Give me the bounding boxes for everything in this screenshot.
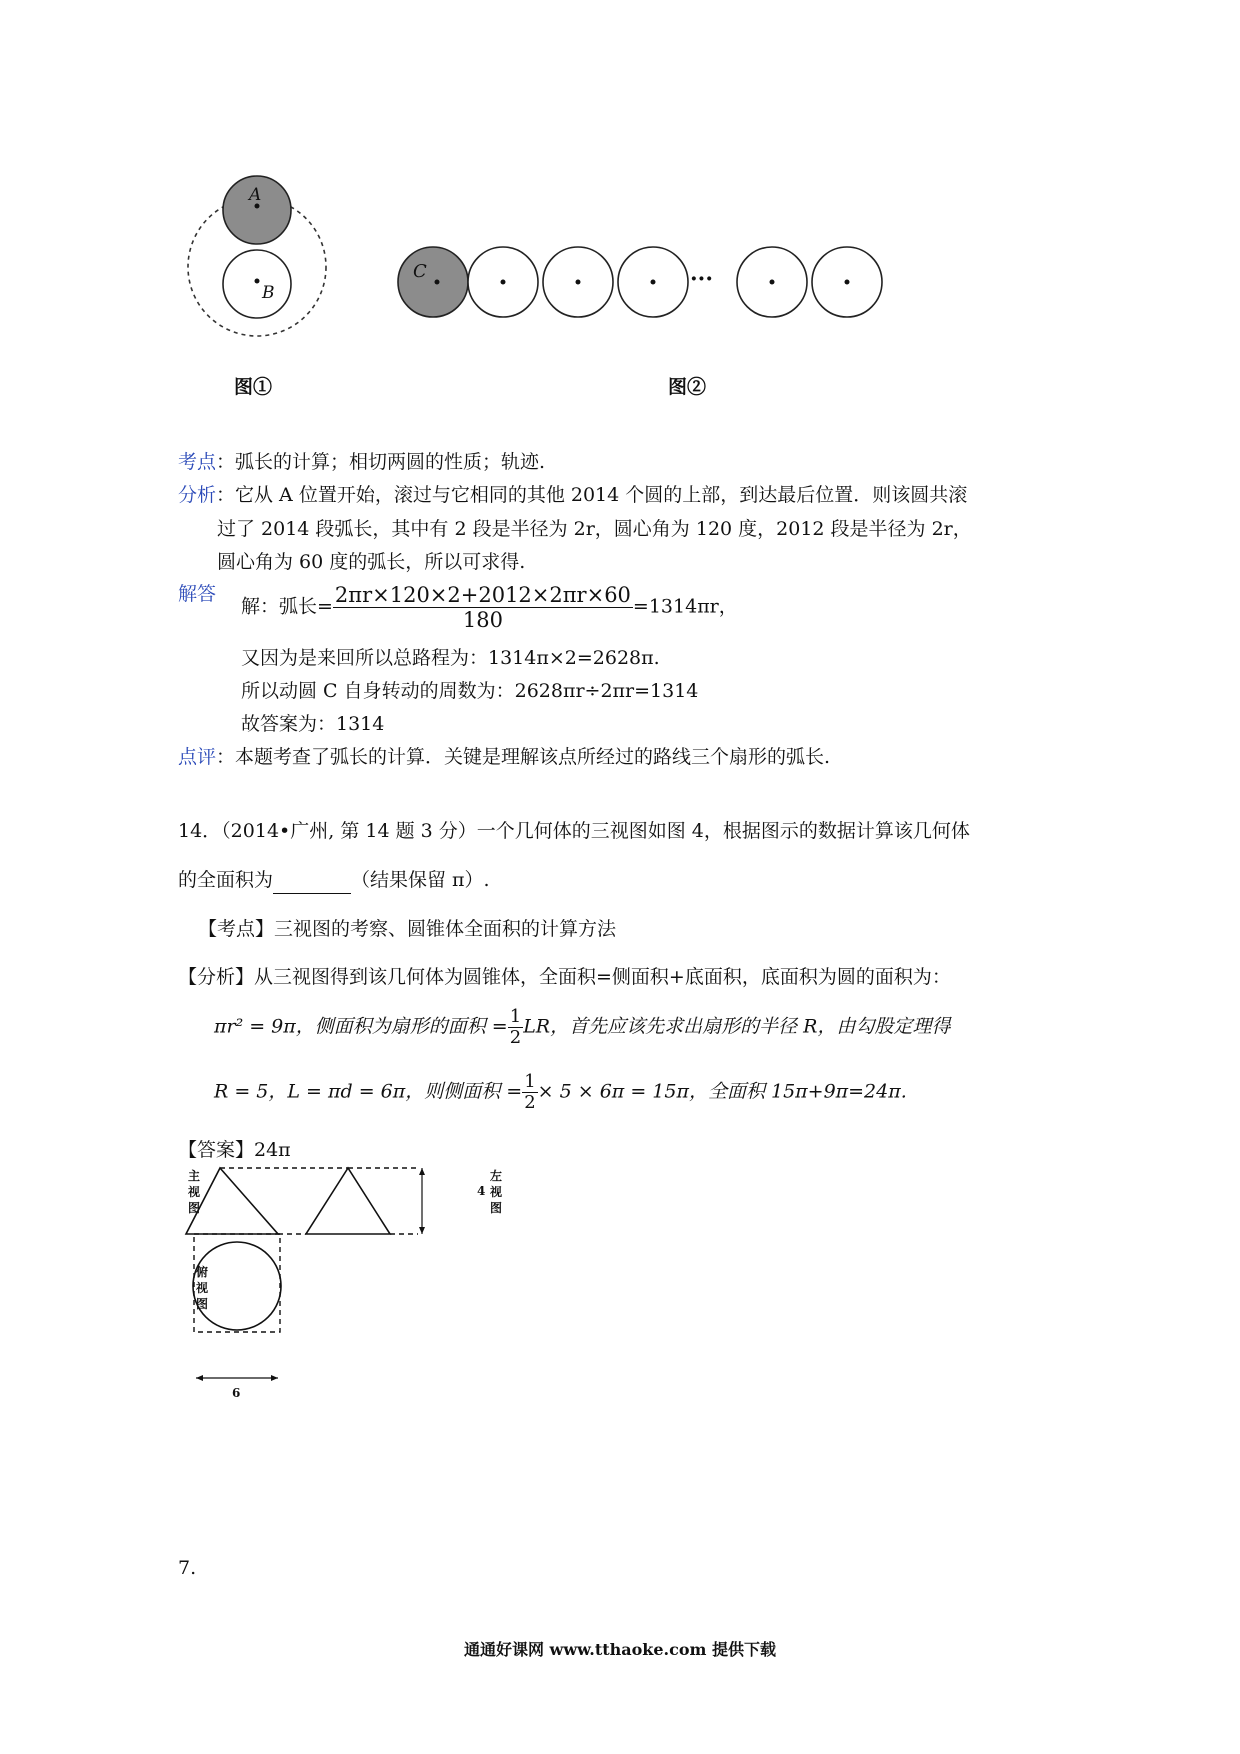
jieda-label: 解答 [178,583,217,605]
q14-question-line-2: 的全面积为 （结果保留 π）. [178,866,490,894]
jieda-prefix: 解：弧长= [241,595,333,618]
fenxi-line-2: 过了 2014 段弧长，其中有 2 段是半径为 2r，圆心角为 120 度，2012 段是半径为 2r， [217,518,972,540]
dianping-row [178,743,830,771]
dianping-text: ：本题考查了弧长的计算．关键是理解该点所经过的路线三个扇形的弧长. [216,746,831,768]
dianping-label: 点评 [178,746,217,768]
q14-formula-line-a: πr² = 9π，侧面积为扇形的面积 = $\frac{1}{2}$ LR，首先应该先求出扇形的半径 R，由勾股定理得 [214,1006,951,1048]
kaodian-text: ：弧长的计算；相切两圆的性质；轨迹. [216,451,546,473]
left-view-triangle [306,1168,390,1234]
jieda-line-4: 故答案为：1314 [241,713,385,735]
jieda-result: =1314πr， [632,595,738,618]
main-view-label: 主视图 [188,1169,201,1215]
top-view-label: 俯视图 [196,1265,209,1311]
label-b: B [262,283,275,303]
q14-fenxi: 【分析】从三视图得到该几何体为圆锥体，全面积=侧面积+底面积，底面积为圆的面积为： [178,966,951,988]
fenxi-label: 分析 [178,484,217,506]
label-c: C [413,261,427,282]
page-number: 7. [178,1557,197,1579]
fenxi-line-1: ：它从 A 位置开始，滚过与它相同的其他 2014 个圆的上部，到达最后位置．则该圆共滚 [216,484,968,506]
circle-b [223,250,291,318]
fig1-caption: 图① [234,376,273,398]
kaodian-row [178,448,545,476]
point-b [255,279,260,284]
kaodian-label: 考点 [178,451,217,473]
label-a: A [249,185,262,205]
fraction-denominator: 180 [462,608,503,632]
q14-kaodian: 【考点】三视图的考察、圆锥体全面积的计算方法 [198,918,617,940]
q14-question-line-1: 14．（2014•广州, 第 14 题 3 分）一个几何体的三视图如图 4，根据图示的数据计算该几何体 [178,820,970,842]
q14-formula-line-b: R = 5，L = πd = 6π，则侧面积 = $\frac{1}{2}$ × 5 × 6π = 15π，全面积 15π+9π=24π. [214,1071,907,1113]
half-fraction: $\frac{1}{2}$ [509,1006,522,1048]
ellipsis: ··· [690,266,713,292]
jieda-line-2: 又因为是来回所以总路程为：1314π×2=2628π. [241,647,660,669]
arc-length-fraction [333,583,633,632]
footer: 通通好课网 www.tthaoke.com 提供下载 [463,1640,777,1659]
fenxi-row [178,481,967,509]
fig2-caption: 图② [668,376,707,398]
three-view-diagram [180,1160,520,1400]
left-view-label: 左视图 [490,1169,503,1215]
half-fraction: $\frac{1}{2}$ [524,1071,536,1113]
answer-blank [273,875,351,894]
q14-answer: 【答案】24π [178,1139,291,1161]
jieda-line-3: 所以动圆 C 自身转动的周数为：2628πr÷2πr=1314 [241,680,699,702]
figure-1 [170,160,360,390]
fraction-numerator: 2πr×120×2+2012×2πr×60 [334,583,631,607]
jieda-formula [241,583,738,632]
circle-c [398,247,468,317]
fenxi-line-3: 圆心角为 60 度的弧长，所以可求得. [217,551,526,573]
figure-2 [390,232,910,332]
width-label: 6 [232,1386,241,1400]
height-label: 4 [477,1184,486,1198]
point-c [435,280,440,285]
